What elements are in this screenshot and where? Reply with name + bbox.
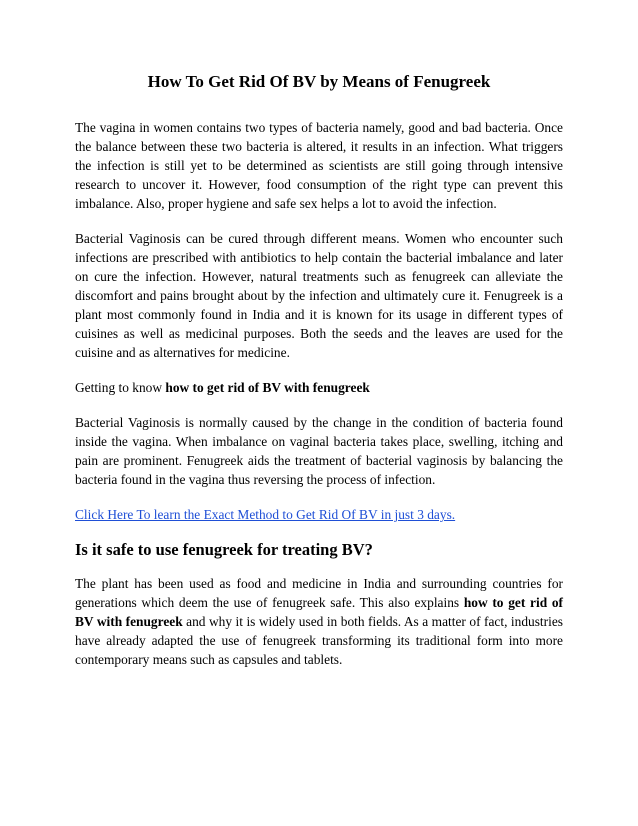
section-heading-safety: Is it safe to use fenugreek for treating BV? — [75, 540, 373, 560]
paragraph-cause: Bacterial Vaginosis is normally caused by the change in the condition of bacteria found inside the vagina. When imbalance on vaginal bacteria takes place, swelling, itching and pain are prominent. Fenugreek aids the treatment of bacterial vaginosis by balancing the bacteria found in the vagina thus reversing the process of infection. — [75, 415, 563, 488]
safety-text-part1: The plant has been used as food and medicine in India and surrounding countries for generations which deem the use of fenugreek safe. This also explains — [75, 576, 563, 611]
paragraph-link — [75, 505, 563, 524]
getting-to-know-text: Getting to know — [75, 380, 166, 396]
getting-to-know-bold: how to get rid of BV with fenugreek — [165, 380, 370, 396]
paragraph-safety — [75, 574, 563, 669]
paragraph-intro: The vagina in women contains two types of bacteria namely, good and bad bacteria. Once the balance between these two bacteria is altered, it results in an infection. What triggers the infection is still yet to be determined as scientists are still going through intensive research to uncover it. However, food consumption of the right type can prevent this imbalance. Also, proper hygiene and safe sex helps a lot to avoid the infection. — [75, 120, 563, 212]
paragraph-treatments: Bacterial Vaginosis can be cured through different means. Women who encounter such infections are prescribed with antibiotics to help contain the bacterial imbalance and later on cure the infection. However, natural treatments such as fenugreek can alleviate the discomfort and pains brought about by the infection and ultimately cure it. Fenugreek is a plant most commonly found in India and it is known for its usage in different types of cuisines as well as medicinal purposes. Both the seeds and the leaves are used for the cuisine and as alternatives for medicine. — [75, 231, 563, 361]
document-title: How To Get Rid Of BV by Means of Fenugreek — [147, 72, 491, 91]
paragraph-getting-to-know — [75, 378, 563, 397]
safety-text-part2: and why it is widely used in both fields. As a matter of fact, industries have already adapted the use of fenugreek transforming its traditional form into more contemporary means such as capsules and tablets. — [75, 614, 563, 668]
safety-text-bold: how to get rid of BV with fenugreek — [75, 595, 563, 630]
learn-method-link[interactable]: Click Here To learn the Exact Method to Get Rid Of BV in just 3 days. — [75, 507, 456, 523]
